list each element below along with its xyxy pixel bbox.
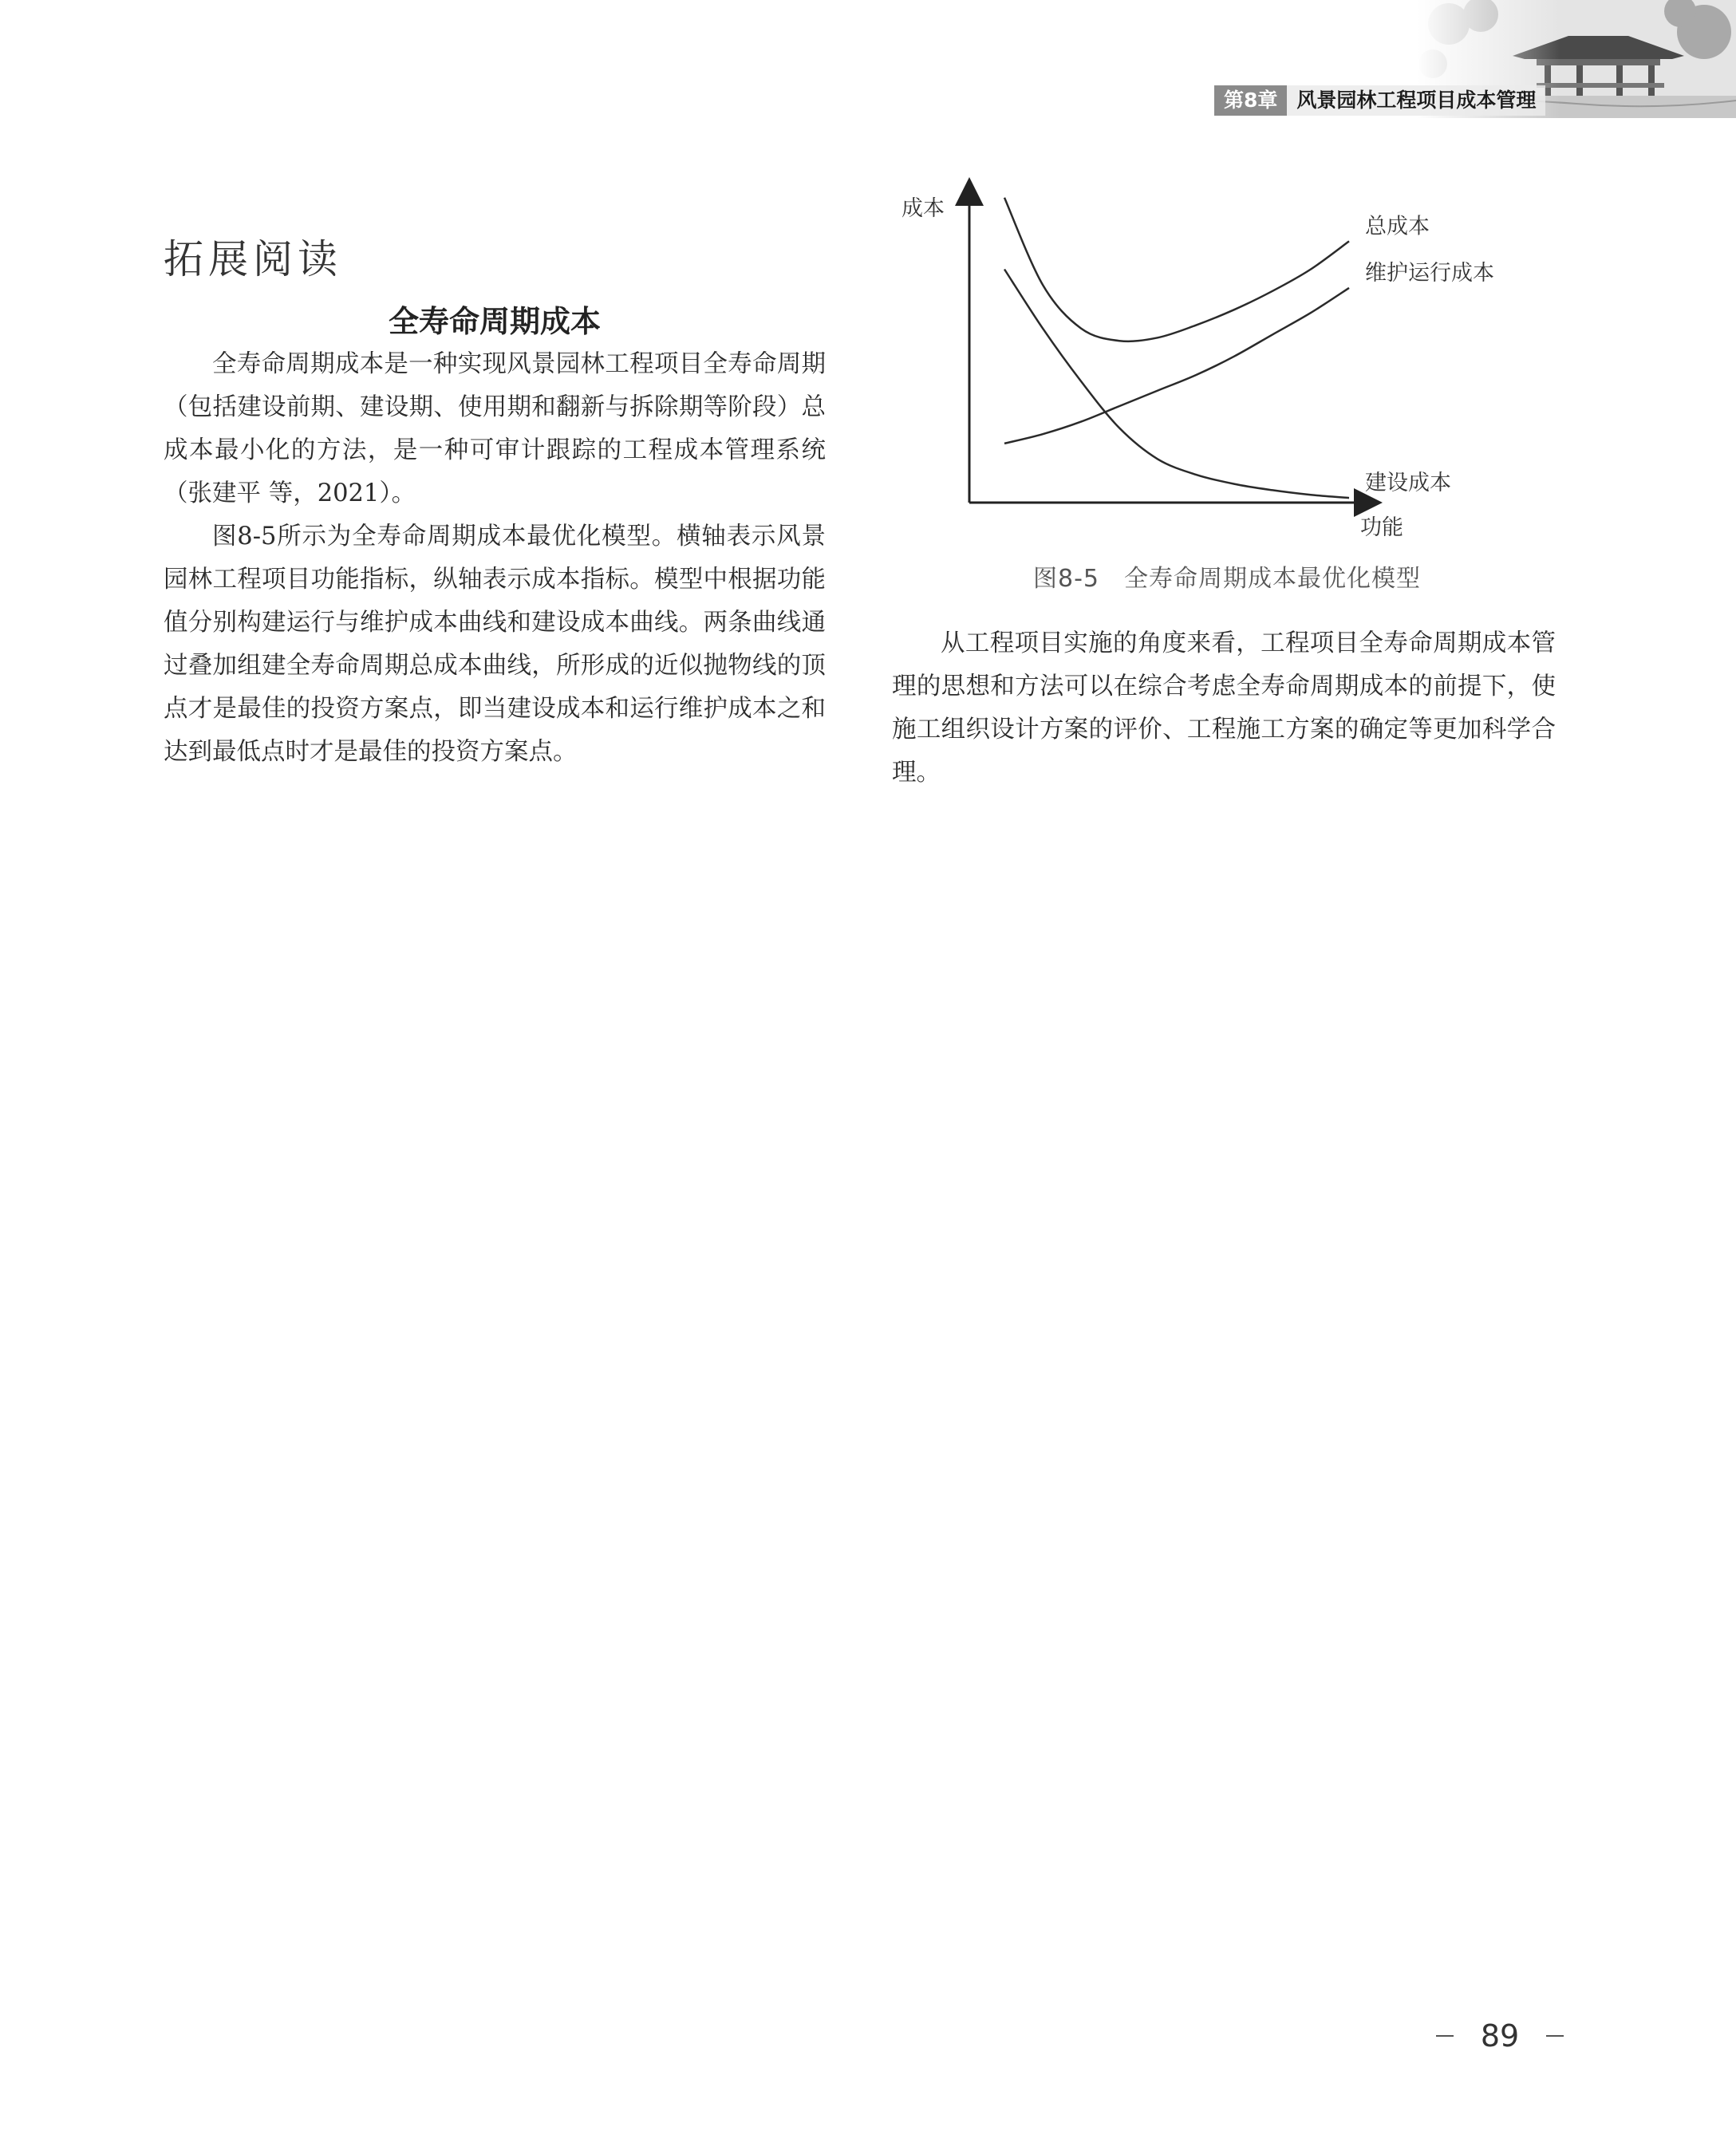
chapter-title: 风景园林工程项目成本管理 — [1287, 85, 1545, 116]
paragraph: 从工程项目实施的角度来看，工程项目全寿命周期成本管理的思想和方法可以在综合考虑全寿命周期成本的前提下，使施工组织设计方案的评价、工程施工方案的确定等更加科学合理。 — [892, 629, 1556, 787]
chapter-number: 第8章 — [1214, 85, 1287, 116]
maintenance-cost-curve — [1004, 288, 1349, 444]
paragraph: 全寿命周期成本是一种实现风景园林工程项目全寿命周期（包括建设前期、建设期、使用期和翻新与拆除期等阶段）总成本最小化的方法，是一种可审计跟踪的工程成本管理系统（张建平 等，2021）。 — [164, 350, 826, 507]
chapter-running-head — [1214, 85, 1545, 116]
x-axis-label: 功能 — [1360, 515, 1403, 540]
page-number: 89 — [1480, 2018, 1520, 2053]
lifecycle-cost-chart — [878, 172, 1596, 554]
y-axis-label: 成本 — [902, 196, 945, 221]
page-footer — [1436, 2018, 1564, 2053]
dash-right — [1546, 2035, 1564, 2037]
maintenance-cost-label: 维护运行成本 — [1365, 260, 1494, 286]
figure-caption: 图8-5 全寿命周期成本最优化模型 — [1033, 565, 1421, 593]
dash-left — [1436, 2035, 1454, 2037]
section-heading: 拓展阅读 — [164, 236, 342, 282]
article-title: 全寿命周期成本 — [388, 304, 601, 339]
figure-8-5 — [878, 172, 1596, 570]
paragraph: 图8-5所示为全寿命周期成本最优化模型。横轴表示风景园林工程项目功能指标，纵轴表示成本指标。模型中根据功能值分别构建运行与维护成本曲线和建设成本曲线。两条曲线通过叠加组建全寿命周期总成本曲线，所形成的近似抛物线的顶点才是最佳的投资方案点，即当建设成本和运行维护成本之和达到最低点时才是最佳的投资方案点。 — [164, 523, 826, 766]
construction-cost-label: 建设成本 — [1365, 471, 1451, 496]
total-cost-label: 总成本 — [1365, 214, 1430, 239]
left-column-text — [164, 343, 826, 774]
right-column-text — [892, 622, 1556, 795]
